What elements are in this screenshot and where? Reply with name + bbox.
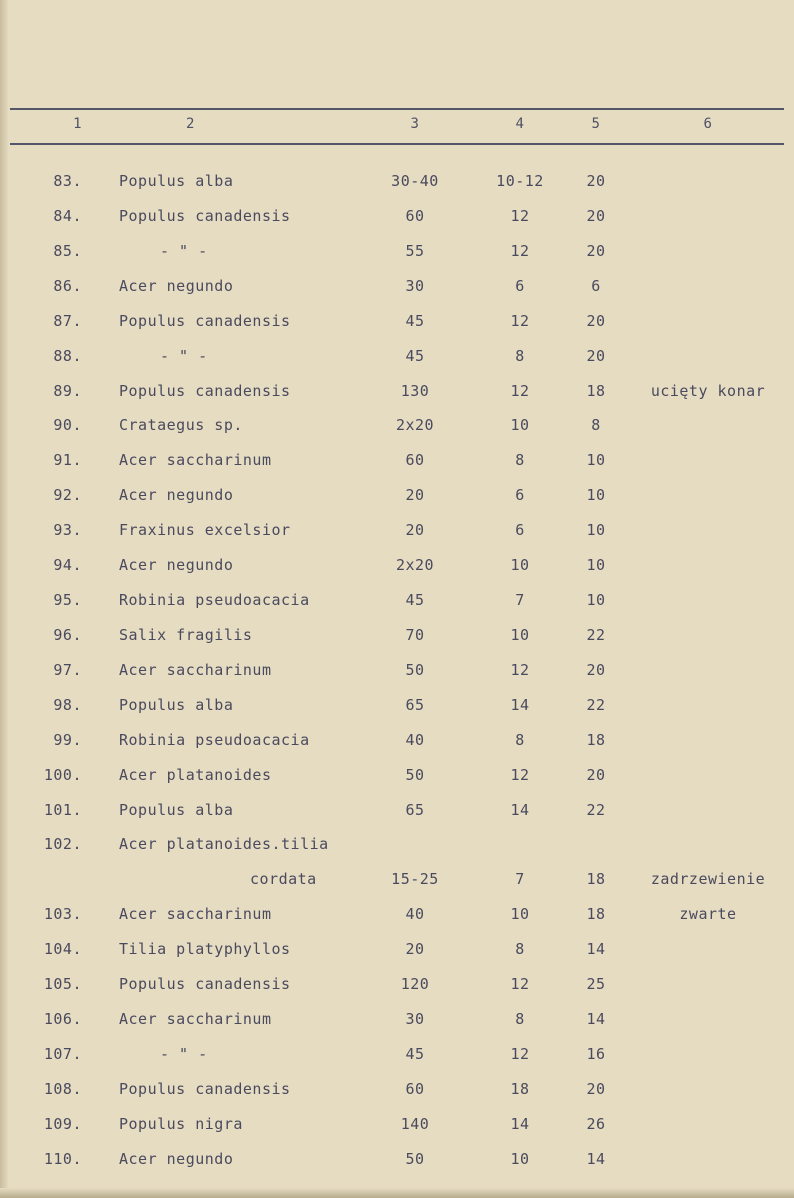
- col-5-value: 18: [586, 905, 606, 923]
- col-3-value: 40: [405, 731, 425, 749]
- col-5-value: 14: [586, 1010, 606, 1028]
- col-4-value: 14: [510, 696, 530, 714]
- page-edge: [0, 0, 8, 1198]
- col-3-value: 20: [405, 940, 425, 958]
- row-number: 83.: [53, 172, 82, 190]
- col-3-value: 60: [405, 207, 425, 225]
- col-4-value: 10: [510, 905, 530, 923]
- col-3-value: 130: [400, 382, 430, 400]
- row-number: 101.: [43, 801, 82, 819]
- species-name: Populus canadensis: [119, 382, 291, 400]
- col-4-value: 12: [510, 766, 530, 784]
- col-4-value: 6: [515, 521, 525, 539]
- col-5-value: 20: [586, 242, 606, 260]
- row-number: 107.: [43, 1045, 82, 1063]
- row-number: 86.: [53, 277, 82, 295]
- col-4-value: 12: [510, 975, 530, 993]
- species-name: Acer platanoides: [119, 766, 272, 784]
- species-name: Acer negundo: [119, 556, 234, 574]
- col-5-value: 16: [586, 1045, 606, 1063]
- page-bottom-edge: [0, 1188, 794, 1198]
- species-name: Acer saccharinum: [119, 661, 272, 679]
- col-4-value: 12: [510, 312, 530, 330]
- col-3-value: 30: [405, 277, 425, 295]
- species-name: Populus canadensis: [119, 207, 291, 225]
- col-3-value: 2x20: [395, 416, 435, 434]
- col-5-value: 22: [586, 801, 606, 819]
- header-col-5: 5: [591, 116, 601, 132]
- col-3-value: 45: [405, 347, 425, 365]
- row-number: 104.: [43, 940, 82, 958]
- species-name: Populus alba: [119, 696, 234, 714]
- col-5-value: 18: [586, 731, 606, 749]
- col-5-value: 20: [586, 766, 606, 784]
- col-3-value: 50: [405, 1150, 425, 1168]
- col-4-value: 10: [510, 556, 530, 574]
- species-name: Salix fragilis: [119, 626, 253, 644]
- col-3-value: 60: [405, 451, 425, 469]
- row-number: 98.: [53, 696, 82, 714]
- col-5-value: 20: [586, 1080, 606, 1098]
- header-top-rule: [10, 108, 784, 110]
- header-bottom-rule: [10, 143, 784, 145]
- species-name: Robinia pseudoacacia: [119, 731, 310, 749]
- species-name: - " -: [160, 1045, 208, 1063]
- col-5-value: 20: [586, 312, 606, 330]
- row-number: 105.: [43, 975, 82, 993]
- row-number: 89.: [53, 382, 82, 400]
- col-3-value: 140: [400, 1115, 430, 1133]
- row-number: 102.: [43, 835, 82, 853]
- species-name: Acer saccharinum: [119, 1010, 272, 1028]
- species-name: Populus canadensis: [119, 1080, 291, 1098]
- row-number: 110.: [43, 1150, 82, 1168]
- col-5-value: 6: [591, 277, 601, 295]
- row-number: 108.: [43, 1080, 82, 1098]
- col-4-value: 12: [510, 382, 530, 400]
- col-4-value: 14: [510, 1115, 530, 1133]
- remark-text: ucięty konar: [650, 382, 766, 400]
- row-number: 88.: [53, 347, 82, 365]
- col-4-value: 6: [515, 486, 525, 504]
- col-3-value: 15-25: [391, 870, 439, 888]
- row-number: 90.: [53, 416, 82, 434]
- col-3-value: 50: [405, 766, 425, 784]
- species-name: Acer negundo: [119, 277, 234, 295]
- col-3-value: 70: [405, 626, 425, 644]
- row-number: 95.: [53, 591, 82, 609]
- row-number: 106.: [43, 1010, 82, 1028]
- col-3-value: 45: [405, 1045, 425, 1063]
- col-4-value: 8: [515, 731, 525, 749]
- row-number: 92.: [53, 486, 82, 504]
- col-5-value: 14: [586, 940, 606, 958]
- species-name: Acer saccharinum: [119, 451, 272, 469]
- species-name: Tilia platyphyllos: [119, 940, 291, 958]
- col-5-value: 26: [586, 1115, 606, 1133]
- header-col-2: 2: [186, 116, 195, 132]
- col-3-value: 50: [405, 661, 425, 679]
- row-number: 100.: [43, 766, 82, 784]
- col-3-value: 65: [405, 696, 425, 714]
- col-4-value: 10: [510, 626, 530, 644]
- col-3-value: 55: [405, 242, 425, 260]
- col-5-value: 10: [586, 556, 606, 574]
- col-5-value: 20: [586, 661, 606, 679]
- species-name-continued: cordata: [250, 870, 317, 888]
- col-5-value: 10: [586, 591, 606, 609]
- row-number: 91.: [53, 451, 82, 469]
- species-name: Fraxinus excelsior: [119, 521, 291, 539]
- col-4-value: 8: [515, 1010, 525, 1028]
- species-name: - " -: [160, 347, 208, 365]
- row-number: 109.: [43, 1115, 82, 1133]
- row-number: 84.: [53, 207, 82, 225]
- species-name: Populus alba: [119, 801, 234, 819]
- col-4-value: 10: [510, 1150, 530, 1168]
- row-number: 96.: [53, 626, 82, 644]
- row-number: 103.: [43, 905, 82, 923]
- col-3-value: 2x20: [395, 556, 435, 574]
- col-4-value: 14: [510, 801, 530, 819]
- col-3-value: 60: [405, 1080, 425, 1098]
- col-4-value: 18: [510, 1080, 530, 1098]
- col-5-value: 18: [586, 382, 606, 400]
- col-3-value: 65: [405, 801, 425, 819]
- species-name: Acer negundo: [119, 486, 234, 504]
- remark-text: zwarte: [679, 905, 737, 923]
- col-3-value: 20: [405, 521, 425, 539]
- col-4-value: 10-12: [496, 172, 544, 190]
- row-number: 93.: [53, 521, 82, 539]
- col-5-value: 22: [586, 626, 606, 644]
- col-3-value: 30: [405, 1010, 425, 1028]
- col-5-value: 10: [586, 521, 606, 539]
- col-4-value: 8: [515, 347, 525, 365]
- row-number: 87.: [53, 312, 82, 330]
- remark-text: zadrzewienie: [650, 870, 766, 888]
- col-5-value: 22: [586, 696, 606, 714]
- col-5-value: 20: [586, 207, 606, 225]
- header-col-3: 3: [410, 116, 420, 132]
- row-number: 94.: [53, 556, 82, 574]
- species-name: Robinia pseudoacacia: [119, 591, 310, 609]
- col-3-value: 40: [405, 905, 425, 923]
- header-col-4: 4: [515, 116, 525, 132]
- species-name: Populus nigra: [119, 1115, 243, 1133]
- col-3-value: 30-40: [391, 172, 439, 190]
- row-number: 99.: [53, 731, 82, 749]
- col-3-value: 45: [405, 591, 425, 609]
- col-5-value: 14: [586, 1150, 606, 1168]
- col-4-value: 12: [510, 1045, 530, 1063]
- col-4-value: 12: [510, 207, 530, 225]
- col-4-value: 12: [510, 661, 530, 679]
- col-5-value: 25: [586, 975, 606, 993]
- col-4-value: 6: [515, 277, 525, 295]
- species-name: Populus alba: [119, 172, 234, 190]
- col-4-value: 7: [515, 591, 525, 609]
- col-4-value: 8: [515, 940, 525, 958]
- col-3-value: 120: [400, 975, 430, 993]
- col-4-value: 8: [515, 451, 525, 469]
- species-name: Populus canadensis: [119, 975, 291, 993]
- col-5-value: 10: [586, 451, 606, 469]
- row-number: 85.: [53, 242, 82, 260]
- header-col-6: 6: [703, 116, 713, 132]
- col-3-value: 20: [405, 486, 425, 504]
- col-4-value: 12: [510, 242, 530, 260]
- col-5-value: 18: [586, 870, 606, 888]
- header-col-1: 1: [73, 116, 82, 132]
- col-4-value: 10: [510, 416, 530, 434]
- col-5-value: 10: [586, 486, 606, 504]
- species-name: - " -: [160, 242, 208, 260]
- col-5-value: 20: [586, 347, 606, 365]
- species-name: Acer negundo: [119, 1150, 234, 1168]
- species-name: Crataegus sp.: [119, 416, 243, 434]
- col-5-value: 8: [591, 416, 601, 434]
- species-name: Populus canadensis: [119, 312, 291, 330]
- row-number: 97.: [53, 661, 82, 679]
- species-name: Acer platanoides.tilia: [119, 835, 329, 853]
- col-5-value: 20: [586, 172, 606, 190]
- col-3-value: 45: [405, 312, 425, 330]
- species-name: Acer saccharinum: [119, 905, 272, 923]
- col-4-value: 7: [515, 870, 525, 888]
